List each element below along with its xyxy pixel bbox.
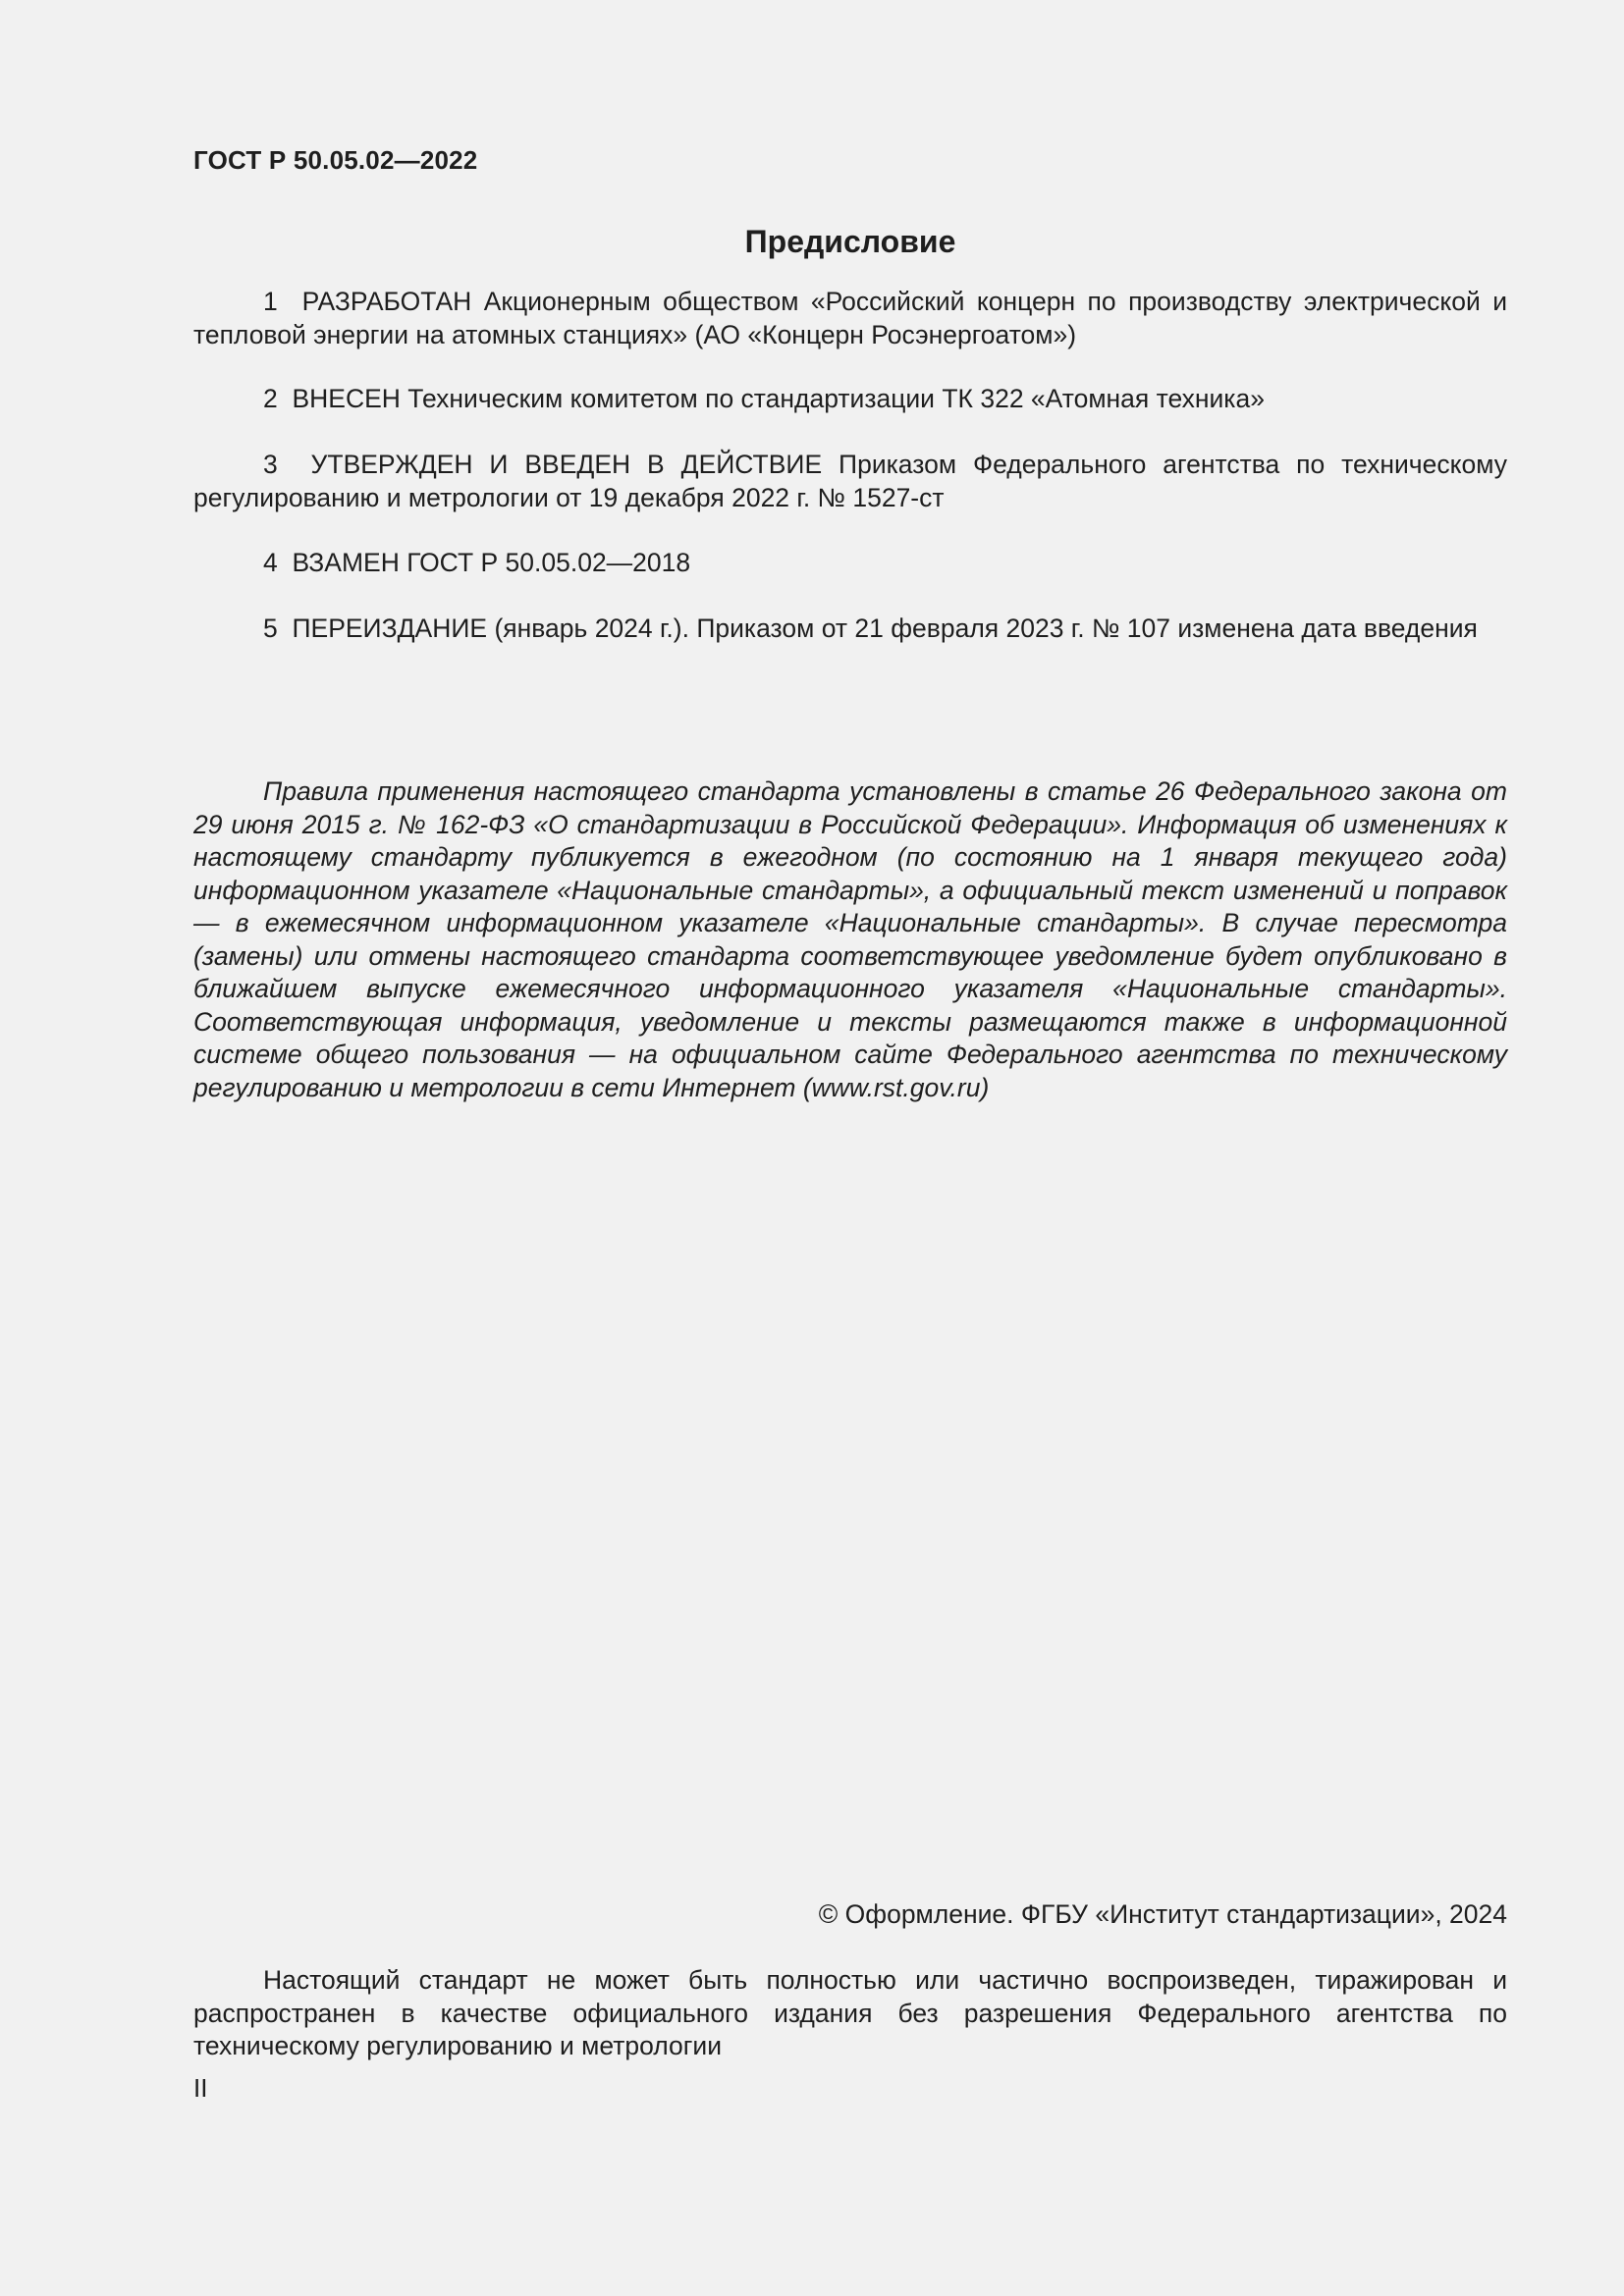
item-text: РАЗРАБОТАН Акционерным обществом «Российский концерн по производству электрической и тепловой энергии на атомных станциях» (АО «Концерн Росэнергоатом») (193, 287, 1507, 349)
section-title: Предисловие (744, 224, 956, 259)
item-number: 5 (263, 614, 278, 643)
document-page (193, 0, 1507, 2296)
copyright-line: © Оформление. ФГБУ «Институт стандартизации», 2024 (818, 1899, 1507, 1929)
item-number: 3 (263, 450, 278, 479)
foreword-item-3 (193, 449, 1507, 514)
document-code-header: ГОСТ Р 50.05.02—2022 (193, 145, 478, 175)
item-text: УТВЕРЖДЕН И ВВЕДЕН В ДЕЙСТВИЕ Приказом Федерального агентства по техническому регулированию и метрологии от 19 декабря 2022 г. № 1527-ст (193, 450, 1507, 512)
item-number: 4 (263, 548, 278, 577)
item-number: 1 (263, 287, 278, 316)
item-text: ВЗАМЕН ГОСТ Р 50.05.02—2018 (292, 548, 691, 577)
foreword-item-5 (193, 613, 1507, 646)
foreword-item-4 (193, 547, 1507, 580)
foreword-item-1 (193, 286, 1507, 351)
item-number: 2 (263, 384, 278, 413)
reproduction-notice: Настоящий стандарт не может быть полностью или частично воспроизведен, тиражирован и распространен в качестве официального издания без разрешения Федерального агентства по техническому регулированию и метрологии (193, 1965, 1507, 2060)
item-text: ВНЕСЕН Техническим комитетом по стандартизации ТК 322 «Атомная техника» (292, 384, 1265, 413)
page-number: II (193, 2073, 208, 2103)
item-text: ПЕРЕИЗДАНИЕ (январь 2024 г.). Приказом от 21 февраля 2023 г. № 107 изменена дата введения (292, 614, 1478, 643)
application-rules-paragraph: Правила применения настоящего стандарта установлены в статье 26 Федерального закона от 29 июня 2015 г. № 162-ФЗ «О стандартизации в Российской Федерации». Информация об изменениях к настоящему стандарту публикуется в ежегодном (по состоянию на 1 января текущего года) информационном указателе «Национальные стандарты», а официальный текст изменений и поправок — в ежемесячном информационном указателе «Национальные стандарты». В случае пересмотра (замены) или отмены настоящего стандарта соответствующее уведомление будет опубликовано в ближайшем выпуске ежемесячного информационного указателя «Национальные стандарты». Соответствующая информация, уведомление и тексты размещаются также в информационной системе общего пользования — на официальном сайте Федерального агентства по техническому регулированию и метрологии в сети Интернет (www.rst.gov.ru) (193, 776, 1507, 1102)
foreword-item-2 (193, 383, 1507, 416)
